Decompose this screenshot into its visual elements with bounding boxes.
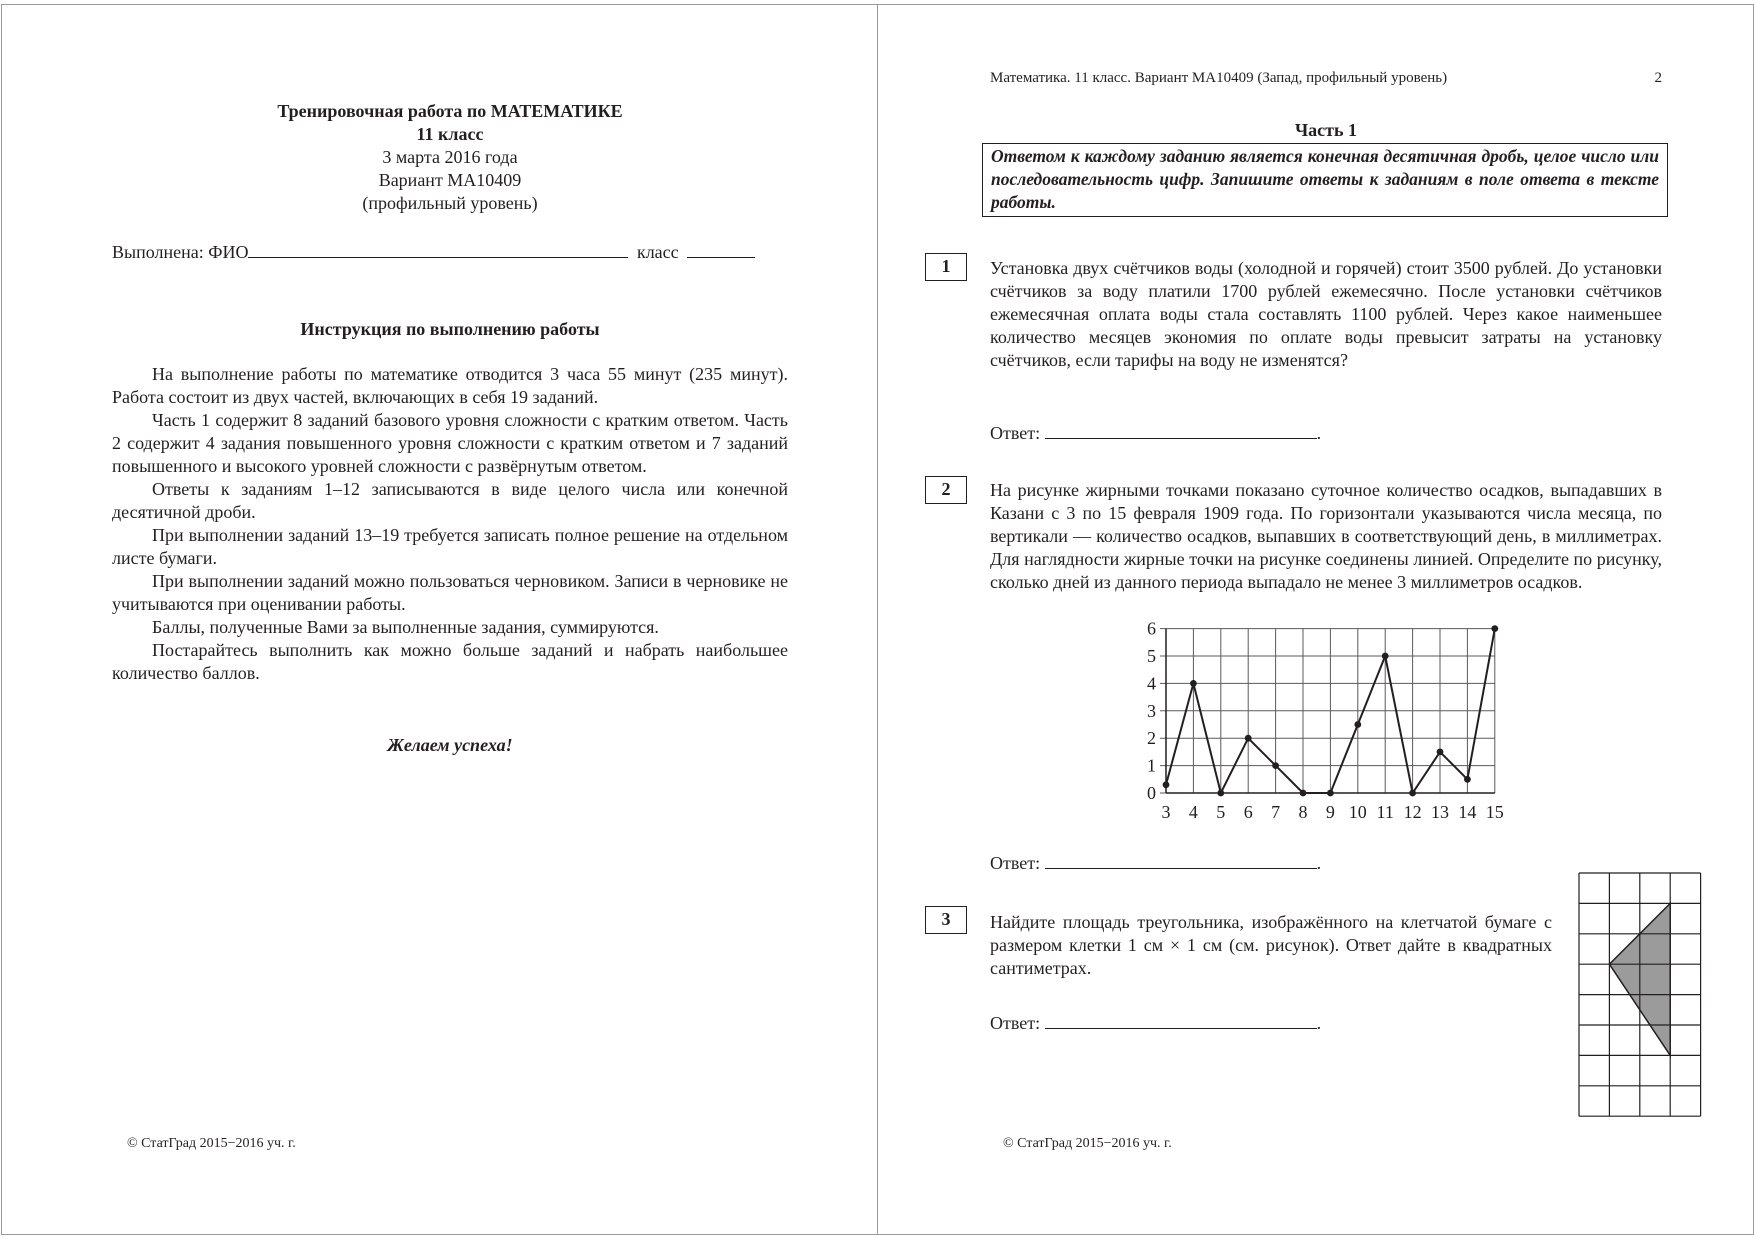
- answer-field-3[interactable]: [1045, 1012, 1317, 1029]
- class-field[interactable]: [687, 241, 755, 258]
- chart-y-tick-label: 6: [1147, 618, 1156, 639]
- instruction-paragraph: На выполнение работы по математике отводится 3 часа 55 минут (235 минут). Работа состоит из двух частей, включающих в себя 19 заданий.: [112, 364, 788, 407]
- chart-point: [1382, 653, 1389, 660]
- chart-x-tick-label: 6: [1243, 802, 1253, 822]
- chart-point: [1272, 762, 1279, 769]
- instruction-paragraph: Ответы к заданиям 1–12 записываются в виде целого числа или конечной десятичной дроби.: [112, 479, 788, 522]
- chart-x-tick-label: 11: [1376, 802, 1394, 822]
- answer-end: .: [1316, 853, 1322, 873]
- fio-label: Выполнена: ФИО: [112, 242, 249, 262]
- fio-row: [112, 241, 755, 264]
- title-block: [112, 100, 788, 215]
- chart-y-tick-label: 3: [1147, 700, 1156, 721]
- instruction-paragraph: Баллы, полученные Вами за выполненные задания, суммируются.: [152, 617, 659, 637]
- chart-point: [1245, 735, 1252, 742]
- answer-label: Ответ:: [990, 1013, 1041, 1033]
- wish-text: Желаем успеха!: [387, 735, 513, 755]
- chart-y-ticks: [1147, 619, 1156, 803]
- footer-left: © СтатГрад 2015−2016 уч. г.: [127, 1136, 296, 1151]
- header-text: Математика. 11 класс. Вариант МА10409 (Запад, профильный уровень): [990, 70, 1448, 86]
- chart-x-tick-label: 5: [1216, 802, 1226, 822]
- task-number-1: 1: [925, 253, 967, 281]
- chart-grid: [1160, 629, 1495, 793]
- chart-point: [1464, 776, 1471, 783]
- chart-point: [1409, 790, 1416, 797]
- fio-field[interactable]: [248, 241, 628, 258]
- instruction-paragraph: Постарайтесь выполнить как можно больше заданий и набрать наибольшее количество баллов.: [112, 640, 788, 683]
- chart-y-tick-label: 2: [1147, 728, 1156, 749]
- chart-point: [1163, 781, 1170, 788]
- answer-field-2[interactable]: [1045, 852, 1317, 869]
- work-date: 3 марта 2016 года: [382, 147, 518, 167]
- grade-title: 11 класс: [416, 124, 484, 144]
- task-number-2: 2: [925, 476, 967, 504]
- instruction-paragraph: При выполнении заданий можно пользоваться черновиком. Записи в черновике не учитываются при оценивании работы.: [112, 571, 788, 614]
- chart-x-tick-label: 3: [1161, 802, 1171, 822]
- chart-point: [1327, 790, 1334, 797]
- chart-y-tick-label: 1: [1147, 755, 1156, 776]
- answer-field-1[interactable]: [1045, 422, 1317, 439]
- chart-point: [1300, 790, 1307, 797]
- work-title: Тренировочная работа по МАТЕМАТИКЕ: [277, 101, 623, 121]
- answer-row-3: [990, 1012, 1321, 1035]
- answer-row-1: [990, 422, 1321, 445]
- chart-point: [1354, 721, 1361, 728]
- chart-x-tick-label: 15: [1485, 802, 1504, 822]
- chart-y-tick-label: 4: [1147, 673, 1156, 694]
- chart-point: [1217, 790, 1224, 797]
- answer-end: .: [1316, 1013, 1322, 1033]
- work-level: (профильный уровень): [362, 193, 538, 213]
- footer-right: © СтатГрад 2015−2016 уч. г.: [1003, 1136, 1172, 1151]
- rule-box: Ответом к каждому заданию является конечная десятичная дробь, целое число или последовательность цифр. Запишите ответы к заданиям в поле ответа в тексте работы.: [982, 143, 1668, 217]
- chart-y-tick-label: 5: [1147, 646, 1156, 666]
- chart-x-tick-label: 10: [1348, 802, 1367, 822]
- instruction-paragraph: При выполнении заданий 13–19 требуется записать полное решение на отдельном листе бумаги.: [112, 525, 788, 568]
- answer-label: Ответ:: [990, 853, 1041, 873]
- precipitation-chart: [1128, 614, 1504, 822]
- chart-x-tick-label: 13: [1431, 802, 1449, 822]
- chart-x-tick-label: 12: [1403, 802, 1422, 822]
- answer-row-2: [990, 852, 1321, 875]
- running-header: [990, 70, 1662, 87]
- class-label: класс: [636, 242, 679, 262]
- part-title: Часть 1: [1294, 120, 1358, 140]
- page-number: 2: [1654, 70, 1662, 86]
- answer-end: .: [1316, 423, 1322, 443]
- chart-x-tick-label: 14: [1458, 802, 1477, 822]
- answer-label: Ответ:: [990, 423, 1041, 443]
- instruction-paragraph: Часть 1 содержит 8 заданий базового уровня сложности с кратким ответом. Часть 2 содержит 4 задания повышенного уровня сложности с кратким ответом и 7 заданий повышенного и высокого уровней сложности с развёрнутым ответом.: [112, 410, 788, 476]
- triangle-grid: [1579, 873, 1701, 1116]
- task-text-1: Установка двух счётчиков воды (холодной и горячей) стоит 3500 рублей. До установки счётчиков за воду платили 1700 рублей ежемесячно. После установки счётчиков ежемесячная оплата воды стала составлять 1100 рублей. Через какое наименьшее количество месяцев экономия по оплате воды превысит затраты на установку счётчиков, если тарифы на воду не изменятся?: [990, 258, 1662, 370]
- chart-point: [1491, 625, 1498, 632]
- task-number-3: 3: [925, 906, 967, 934]
- instruction-body: [112, 363, 788, 685]
- chart-x-tick-label: 4: [1188, 802, 1198, 822]
- chart-x-tick-label: 9: [1325, 802, 1335, 822]
- task-text-2: На рисунке жирными точками показано суточное количество осадков, выпадавших в Казани с 3 по 15 февраля 1909 года. По горизонтали указываются числа месяца, по вертикали — количество осадков, выпавших в соответствующий день, в миллиметрах. Для наглядности жирные точки на рисунке соединены линией. Определите по рисунку, сколько дней из данного периода выпадало не менее 3 миллиметров осадков.: [990, 480, 1662, 592]
- chart-y-tick-label: 0: [1147, 783, 1156, 803]
- chart-x-tick-label: 8: [1298, 802, 1308, 822]
- chart-point: [1437, 749, 1444, 756]
- task-text-3: Найдите площадь треугольника, изображённого на клетчатой бумаге с размером клетки 1 см × 1 см (см. рисунок). Ответ дайте в квадратных сантиметрах.: [990, 912, 1552, 978]
- chart-point: [1190, 680, 1197, 687]
- instruction-title: Инструкция по выполнению работы: [300, 319, 600, 339]
- work-variant: Вариант МА10409: [378, 170, 522, 190]
- chart-x-tick-label: 7: [1271, 802, 1281, 822]
- triangle-grid-figure: [1578, 872, 1704, 1118]
